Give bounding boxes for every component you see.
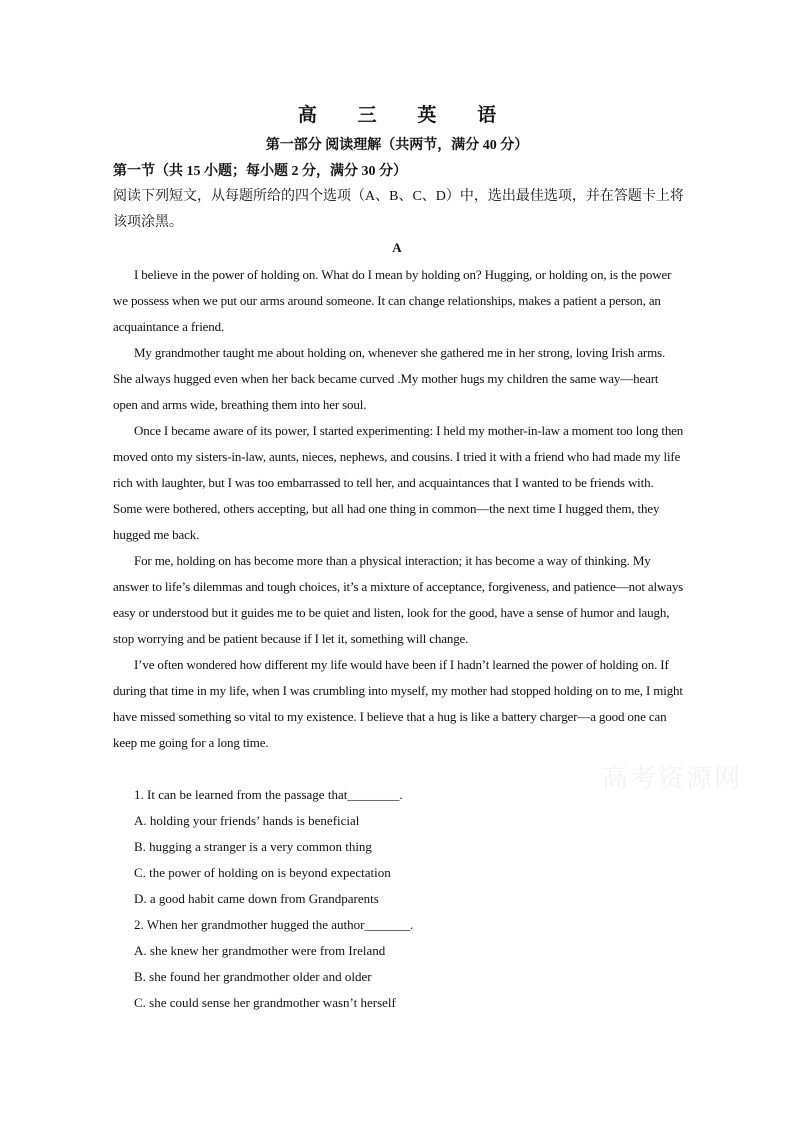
question-list (113, 782, 685, 1016)
question-1-option-b: B. hugging a stranger is a very common thing (134, 839, 372, 854)
paragraph: I’ve often wondered how different my life would have been if I hadn’t learned the power of holding on. If during that time in my life, when I was crumbling into myself, my mother had stopped holding on to me, I might have missed something so vital to my existence. I believe that a hug is like a battery charger—a good one can keep me going for a long time. (113, 657, 683, 750)
paragraph: My grandmother taught me about holding on, whenever she gathered me in her strong, loving Irish arms. She always hugged even when her back became curved .My mother hugs my children the same way—heart open and arms wide, breathing them into her soul. (113, 345, 666, 412)
passage-label: A (392, 240, 402, 255)
watermark: 高考资源网 (602, 764, 743, 794)
part-heading: 第一部分 阅读理解（共两节，满分 40 分） (265, 138, 529, 153)
question-1-option-c: C. the power of holding on is beyond expectation (134, 865, 391, 880)
section-heading: 第一节（共 15 小题；每小题 2 分，满分 30 分） (113, 164, 407, 179)
question-1-stem: 1. It can be learned from the passage that________. (134, 787, 403, 802)
question-2-option-b: B. she found her grandmother older and older (134, 969, 372, 984)
paragraph: For me, holding on has become more than a physical interaction; it has become a way of thinking. My answer to life’s dilemmas and tough choices, it’s a mixture of acceptance, forgiveness, and patience—not always easy or understood but it guides me to be quiet and listen, look for the good, have a sense of humor and laugh, stop worrying and be patient because if I let it, something will change. (113, 553, 684, 646)
question-2-stem: 2. When her grandmother hugged the author_______. (134, 917, 414, 932)
page-title: 高 三 英 语 (297, 105, 515, 126)
paragraph: Once I became aware of its power, I started experimenting: I held my mother-in-law a moment too long then moved onto my sisters-in-law, aunts, nieces, nephews, and cousins. I tried it with a friend who had made my life rich with laughter, but I was too embarrassed to tell her, and acquaintances that I wanted to be friends with. Some were bothered, others accepting, but all had one thing in common—the next time I hugged them, they hugged me back. (113, 423, 684, 542)
question-1-option-a: A. holding your friends’ hands is beneficial (134, 813, 360, 828)
question-2-option-c: C. she could sense her grandmother wasn’t herself (134, 995, 396, 1010)
passage-body (113, 262, 685, 756)
paragraph: I believe in the power of holding on. What do I mean by holding on? Hugging, or holding on, is the power we possess when we put our arms around someone. It can change relationships, makes a patient a person, an acquaintance a friend. (113, 267, 672, 334)
question-1-option-d: D. a good habit came down from Grandparents (134, 891, 379, 906)
question-2-option-a: A. she knew her grandmother were from Ireland (134, 943, 386, 958)
instructions: 阅读下列短文，从每题所给的四个选项（A、B、C、D）中，选出最佳选项，并在答题卡上将该项涂黑。 (113, 189, 684, 230)
